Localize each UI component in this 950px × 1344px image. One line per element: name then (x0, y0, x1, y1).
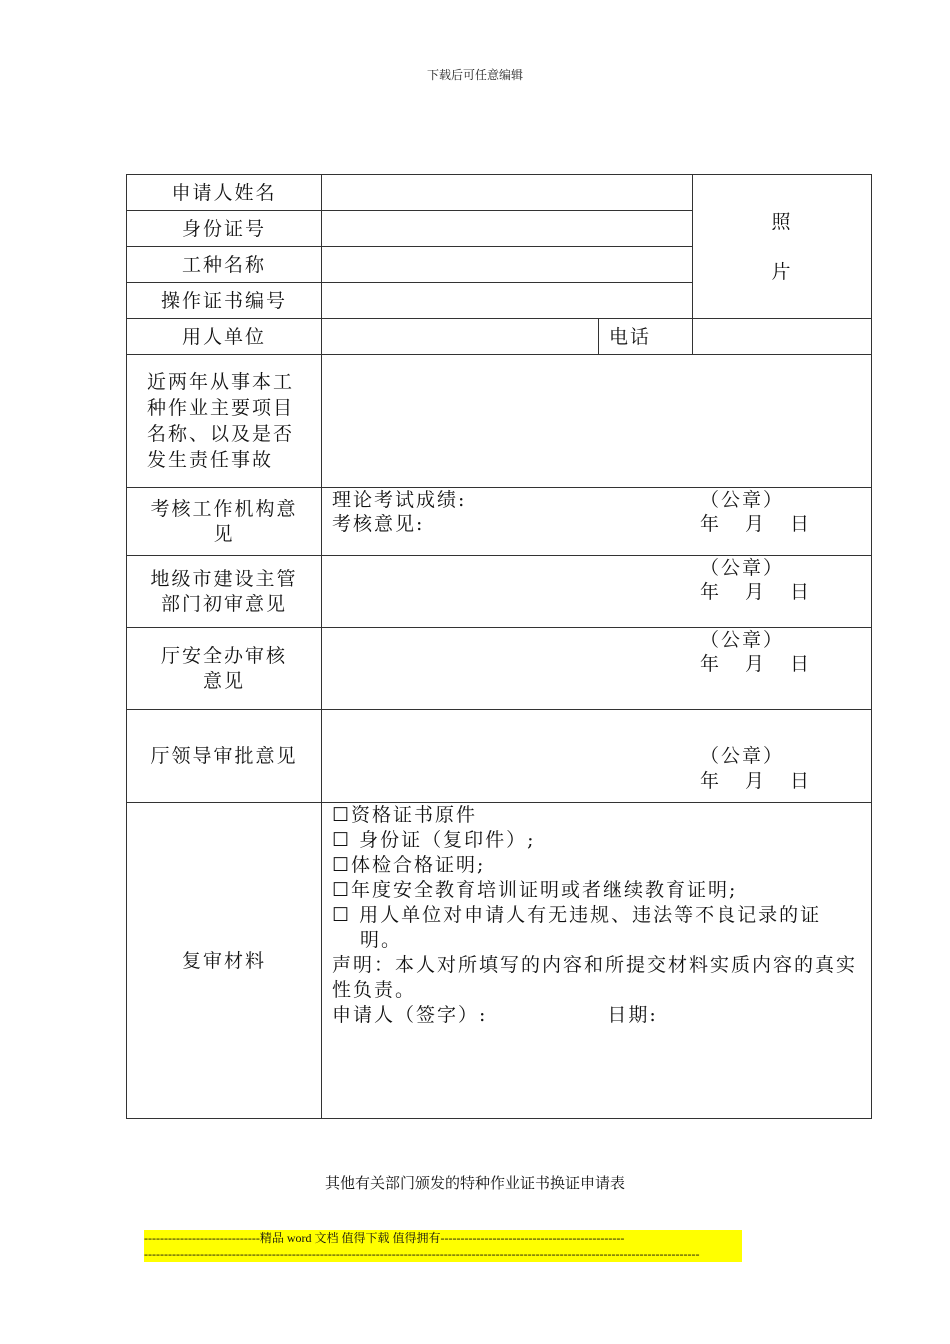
certificate-number-field[interactable] (322, 283, 693, 319)
name-field[interactable] (322, 175, 693, 211)
city-review-label: 地级市建设主管部门初审意见 (127, 556, 322, 628)
signature-line (332, 1003, 867, 1028)
phone-label: 电话 (599, 319, 693, 355)
materials-label: 复审材料 (127, 803, 322, 1119)
city-review-field[interactable] (322, 556, 872, 628)
month-label: 月 (745, 581, 767, 603)
work-history-label: 近两年从事本工种作业主要项目名称、以及是否发生责任事故 (127, 355, 322, 488)
material-item: ☐体检合格证明; (332, 854, 486, 876)
material-item: ☐ 身份证（复印件）; (332, 829, 536, 851)
day-label: 日 (790, 513, 812, 535)
official-seal-label: （公章） (700, 489, 785, 511)
photo-label-1: 照 (771, 210, 793, 233)
photo-label-2: 片 (771, 260, 793, 283)
declaration-text: 声明：本人对所填写的内容和所提交材料实质内容的真实性负责。 (332, 954, 858, 1001)
name-label: 申请人姓名 (127, 175, 322, 211)
assessment-field[interactable] (322, 488, 872, 556)
day-label: 日 (790, 770, 812, 792)
safety-office-field[interactable] (322, 628, 872, 710)
signature-date-label: 日期: (607, 1004, 658, 1026)
photo-box (693, 175, 872, 319)
official-seal-label: （公章） (700, 557, 785, 579)
year-label: 年 (700, 770, 722, 792)
employer-label: 用人单位 (127, 319, 322, 355)
date-line (700, 580, 811, 604)
material-item: 明。 (360, 929, 403, 951)
application-form-table (126, 174, 872, 1119)
work-history-field[interactable] (322, 355, 872, 488)
assessment-opinion-label: 考核意见: (332, 513, 425, 535)
trade-name-field[interactable] (322, 247, 693, 283)
material-item: ☐ 用人单位对申请人有无违规、违法等不良记录的证 (332, 904, 822, 926)
theory-score-label: 理论考试成绩: (332, 489, 467, 511)
month-label: 月 (745, 770, 767, 792)
id-number-field[interactable] (322, 211, 693, 247)
safety-office-label: 厅安全办审核意见 (127, 628, 322, 710)
official-seal-label: （公章） (700, 629, 785, 651)
month-label: 月 (745, 653, 767, 675)
date-line (700, 652, 811, 676)
trade-name-label: 工种名称 (127, 247, 322, 283)
date-line (700, 769, 811, 793)
materials-field (322, 803, 872, 1119)
year-label: 年 (700, 513, 722, 535)
page-header: 下载后可任意编辑 (426, 68, 523, 82)
employer-field[interactable] (322, 319, 599, 355)
official-seal-label: （公章） (700, 745, 785, 767)
footer-banner (144, 1230, 742, 1262)
material-item: ☐年度安全教育培训证明或者继续教育证明; (332, 879, 738, 901)
day-label: 日 (790, 653, 812, 675)
assessment-label: 考核工作机构意见 (127, 488, 322, 556)
applicant-signature-label: 申请人（签字）: (332, 1004, 488, 1026)
leader-approval-field[interactable] (322, 710, 872, 803)
material-item: ☐资格证书原件 (332, 804, 478, 826)
id-number-label: 身份证号 (127, 211, 322, 247)
form-caption: 其他有关部门颁发的特种作业证书换证申请表 (324, 1174, 625, 1192)
day-label: 日 (790, 581, 812, 603)
year-label: 年 (700, 653, 722, 675)
month-label: 月 (745, 513, 767, 535)
certificate-number-label: 操作证书编号 (127, 283, 322, 319)
date-line (700, 512, 811, 536)
footer-line-1: -----------------------------精品 word 文档 值得下载 值得拥有---------------------------------------------- (144, 1231, 625, 1245)
year-label: 年 (700, 581, 722, 603)
leader-approval-label: 厅领导审批意见 (127, 710, 322, 803)
phone-field[interactable] (693, 319, 872, 355)
footer-line-2: ------------------------------------------------------------------------------------------------------------------------------------------- (144, 1247, 700, 1261)
